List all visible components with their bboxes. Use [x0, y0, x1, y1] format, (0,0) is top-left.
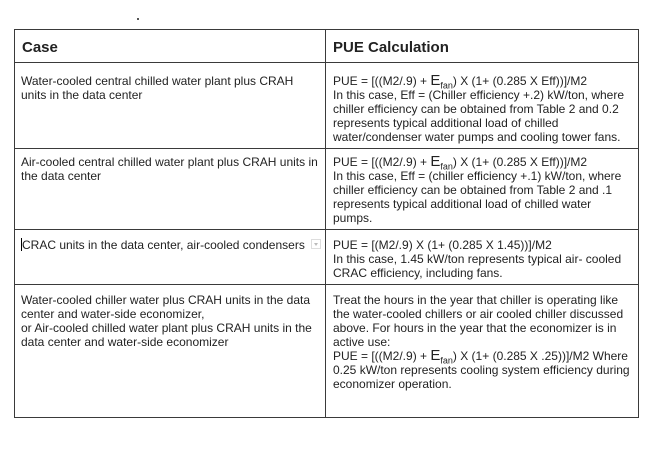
stray-mark [137, 18, 139, 20]
table-row [15, 149, 639, 230]
table-row [15, 63, 639, 149]
case-text: Air-cooled central chilled water plant plus CRAH units in the data center [21, 155, 318, 183]
pue-formula: PUE = [$((M2/.9) + E_{fan})$ X (1+ (0.285 X .25))]/M2 Where 0.25 kW/ton represents cooling system efficiency during economizer operation. [333, 347, 630, 391]
case-cell[interactable] [15, 285, 326, 418]
pue-note: In this case, Eff = (chiller efficiency +.1) kW/ton, where chiller efficiency can be obtained from Table 2 and .1 represents typical additional load of chilled water pumps. [333, 169, 622, 225]
pue-note: In this case, 1.45 kW/ton represents typical air- cooled CRAC efficiency, including fans. [333, 252, 622, 280]
case-text: Water-cooled central chilled water plant plus CRAH units in the data center [21, 74, 294, 102]
header-pue-calculation: PUE Calculation [326, 30, 639, 63]
cell-menu-dropdown-icon[interactable] [311, 239, 321, 249]
pue-formula: PUE = [(M2/.9) X (1+ (0.285 X 1.45))]/M2 [333, 238, 552, 252]
pue-formula: PUE = [$((M2/.9) + E_{fan})$ X (1+ (0.285 X Eff))]/M2 [333, 153, 588, 172]
pue-table [14, 29, 639, 418]
pue-intro: Treat the hours in the year that chiller is operating like the water-cooled chillers or air cooled chiller discussed above. For hours in the year that the economizer is in active use: [333, 293, 624, 349]
pue-note: In this case, Eff = (Chiller efficiency +.2) kW/ton, where chiller efficiency can be obtained from Table 2 and 0.2 represents typical additional load of chilled water/condenser water pumps and cooling tower fans. [333, 88, 625, 144]
case-cell[interactable] [15, 230, 326, 285]
header-row [15, 30, 639, 63]
header-case: Case [15, 30, 326, 63]
table-row [15, 230, 639, 285]
pue-cell[interactable] [326, 285, 639, 418]
pue-cell[interactable] [326, 230, 639, 285]
pue-cell[interactable] [326, 149, 639, 230]
case-text: Water-cooled chiller water plus CRAH units in the data center and water-side economizer, [21, 293, 311, 321]
case-text-alt: or Air-cooled chilled water plant plus CRAH units in the data center and water-side economizer [21, 321, 312, 349]
case-text: CRAC units in the data center, air-cooled condensers [22, 238, 305, 252]
table-row [15, 285, 639, 418]
case-cell[interactable] [15, 149, 326, 230]
pue-cell[interactable] [326, 63, 639, 149]
case-cell[interactable] [15, 63, 326, 149]
pue-formula: PUE = [$((M2/.9) + E_{fan})$ X (1+ (0.285 X Eff))]/M2 [333, 72, 588, 91]
